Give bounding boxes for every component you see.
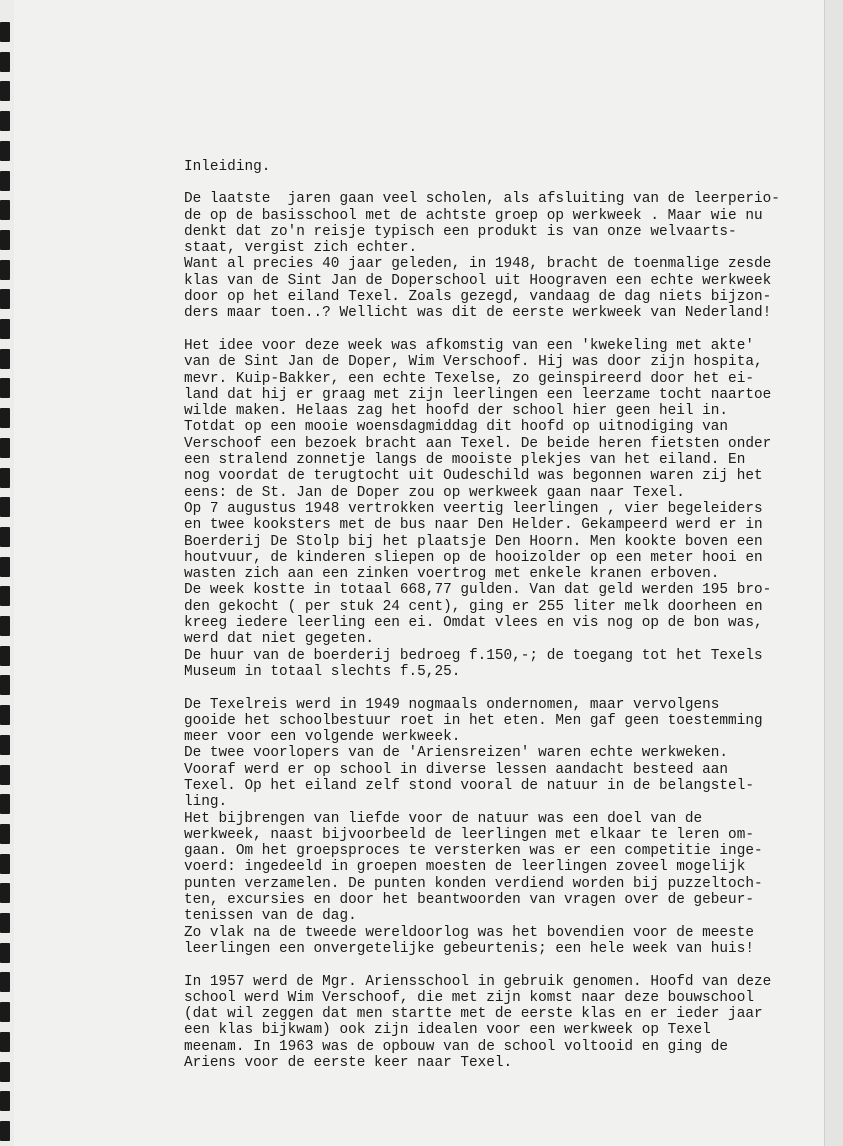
text-line: houtvuur, de kinderen sliepen op de hooizolder op een meter hooi en [184, 549, 763, 566]
paragraph [184, 697, 794, 958]
text-line: meer voor een volgende werkweek. [184, 729, 461, 746]
text-line: gaan. Om het groepsproces te versterken was er een competitie inge- [184, 843, 763, 860]
binding-ring [0, 289, 10, 309]
text-line: eens: de St. Jan de Doper zou op werkweek gaan naar Texel. [184, 484, 685, 501]
binding-ring [0, 319, 10, 339]
text-line: een klas bijkwam) ook zijn idealen voor een werkweek op Texel [184, 1022, 711, 1039]
paragraph [184, 338, 794, 680]
text-line: tenissen van de dag. [184, 908, 357, 925]
text-line: Museum in totaal slechts f.5,25. [184, 663, 461, 680]
text-line: (dat wil zeggen dat men startte met de eerste klas en er ieder jaar [184, 1006, 763, 1023]
binding-ring [0, 854, 10, 874]
binding-ring [0, 1091, 10, 1111]
binding-ring [0, 468, 10, 488]
text-line: kreeg iedere leerling een ei. Omdat vlees en vis nog op de bon was, [184, 615, 763, 632]
text-line: Verschoof een bezoek bracht aan Texel. De beide heren fietsten onder [184, 435, 772, 452]
binding-ring [0, 646, 10, 666]
text-line: den gekocht ( per stuk 24 cent), ging er 255 liter melk doorheen en [184, 598, 763, 615]
text-line: land dat hij er graag met zijn leerlingen een leerzame tocht naartoe [184, 386, 772, 403]
text-line: door op het eiland Texel. Zoals gezegd, vandaag de dag niets bijzon- [184, 289, 772, 306]
text-line: De huur van de boerderij bedroeg f.150,-; de toegang tot het Texels [184, 647, 763, 664]
binding-ring [0, 765, 10, 785]
binding-ring [0, 794, 10, 814]
binding-rings [0, 0, 14, 1146]
text-line: meenam. In 1963 was de opbouw van de school voltooid en ging de [184, 1038, 729, 1055]
binding-ring [0, 675, 10, 695]
text-line: van de Sint Jan de Doper, Wim Verschoof. Hij was door zijn hospita, [184, 354, 763, 371]
document-body [184, 159, 794, 1088]
binding-ring [0, 1062, 10, 1082]
paragraphs [184, 191, 794, 1071]
text-line: Het bijbrengen van liefde voor de natuur was een doel van de [184, 810, 703, 827]
text-line: klas van de Sint Jan de Doperschool uit Hoograven een echte werkweek [184, 272, 772, 289]
text-line: Op 7 augustus 1948 vertrokken veertig leerlingen , vier begeleiders [184, 500, 763, 517]
binding-ring [0, 824, 10, 844]
binding-ring [0, 378, 10, 398]
text-line: Texel. Op het eiland zelf stond vooral de natuur in de belangstel- [184, 777, 754, 794]
text-line: denkt dat zo'n reisje typisch een produkt is van onze welvaarts- [184, 223, 737, 240]
text-line: leerlingen een onvergetelijke gebeurtenis; een hele week van huis! [184, 940, 754, 957]
text-line: Zo vlak na de tweede wereldoorlog was het bovendien voor de meeste [184, 924, 754, 941]
section-heading: Inleiding. [184, 159, 271, 175]
binding-ring [0, 52, 10, 72]
binding-ring [0, 200, 10, 220]
text-line: en twee kooksters met de bus naar Den Helder. Gekampeerd werd er in [184, 517, 763, 534]
text-line: De Texelreis werd in 1949 nogmaals ondernomen, maar vervolgens [184, 696, 720, 713]
text-line: Het idee voor deze week was afkomstig van een 'kwekeling met akte' [184, 337, 754, 354]
text-line: de op de basisschool met de achtste groep op werkweek . Maar wie nu [184, 207, 763, 224]
binding-ring [0, 230, 10, 250]
paragraph [184, 974, 794, 1072]
binding-ring [0, 527, 10, 547]
text-line: ling. [184, 794, 228, 811]
text-line: De week kostte in totaal 668,77 gulden. Van dat geld werden 195 bro- [184, 582, 772, 599]
text-line: In 1957 werd de Mgr. Ariensschool in gebruik genomen. Hoofd van deze [184, 973, 772, 990]
binding-ring [0, 883, 10, 903]
binding-ring [0, 349, 10, 369]
binding-ring [0, 557, 10, 577]
binding-ring [0, 616, 10, 636]
binding-ring [0, 1002, 10, 1022]
binding-ring [0, 1121, 10, 1141]
text-line: wasten zich aan een zinken voertrog met enkele kranen erboven. [184, 566, 720, 583]
text-line: school werd Wim Verschoof, die met zijn komst naar deze bouwschool [184, 989, 754, 1006]
binding-ring [0, 972, 10, 992]
binding-ring [0, 943, 10, 963]
binding-ring [0, 260, 10, 280]
text-line: een stralend zonnetje langs de mooiste plekjes van het eiland. En [184, 452, 746, 469]
page-edge [824, 0, 843, 1146]
binding-ring [0, 735, 10, 755]
binding-ring [0, 81, 10, 101]
text-line: nog voordat de terugtocht uit Oudeschild was begonnen waren zij het [184, 468, 763, 485]
binding-ring [0, 141, 10, 161]
text-line: gooide het schoolbestuur roet in het eten. Men gaf geen toestemming [184, 712, 763, 729]
text-line: staat, vergist zich echter. [184, 240, 418, 257]
text-line: werkweek, naast bijvoorbeeld de leerlingen met elkaar te leren om- [184, 826, 754, 843]
binding-ring [0, 408, 10, 428]
text-line: voerd: ingedeeld in groepen moesten de leerlingen zoveel mogelijk [184, 859, 746, 876]
text-line: Ariens voor de eerste keer naar Texel. [184, 1055, 513, 1072]
text-line: Totdat op een mooie woensdagmiddag dit hoofd op uitnodiging van [184, 419, 729, 436]
text-line: mevr. Kuip-Bakker, een echte Texelse, zo geinspireerd door het ei- [184, 370, 754, 387]
binding-ring [0, 497, 10, 517]
text-line: wilde maken. Helaas zag het hoofd der school hier geen heil in. [184, 403, 729, 420]
text-line: ten, excursies en door het beantwoorden van vragen over de gebeur- [184, 892, 754, 909]
text-line: De laatste jaren gaan veel scholen, als afsluiting van de leerperio- [184, 191, 780, 208]
binding-ring [0, 913, 10, 933]
text-line: werd dat niet gegeten. [184, 631, 374, 648]
binding-ring [0, 586, 10, 606]
binding-ring [0, 111, 10, 131]
text-line: Want al precies 40 jaar geleden, in 1948, bracht de toenmalige zesde [184, 256, 772, 273]
text-line: Boerderij De Stolp bij het plaatsje Den Hoorn. Men kookte boven een [184, 533, 763, 550]
binding-ring [0, 438, 10, 458]
text-line: De twee voorlopers van de 'Ariensreizen' waren echte werkweken. [184, 745, 729, 762]
binding-ring [0, 1032, 10, 1052]
binding-ring [0, 705, 10, 725]
binding-ring [0, 171, 10, 191]
paragraph [184, 191, 794, 321]
text-line: ders maar toen..? Wellicht was dit de eerste werkweek van Nederland! [184, 305, 772, 322]
text-line: punten verzamelen. De punten konden verdiend worden bij puzzeltoch- [184, 875, 763, 892]
text-line: Vooraf werd er op school in diverse lessen aandacht besteed aan [184, 761, 729, 778]
binding-ring [0, 22, 10, 42]
